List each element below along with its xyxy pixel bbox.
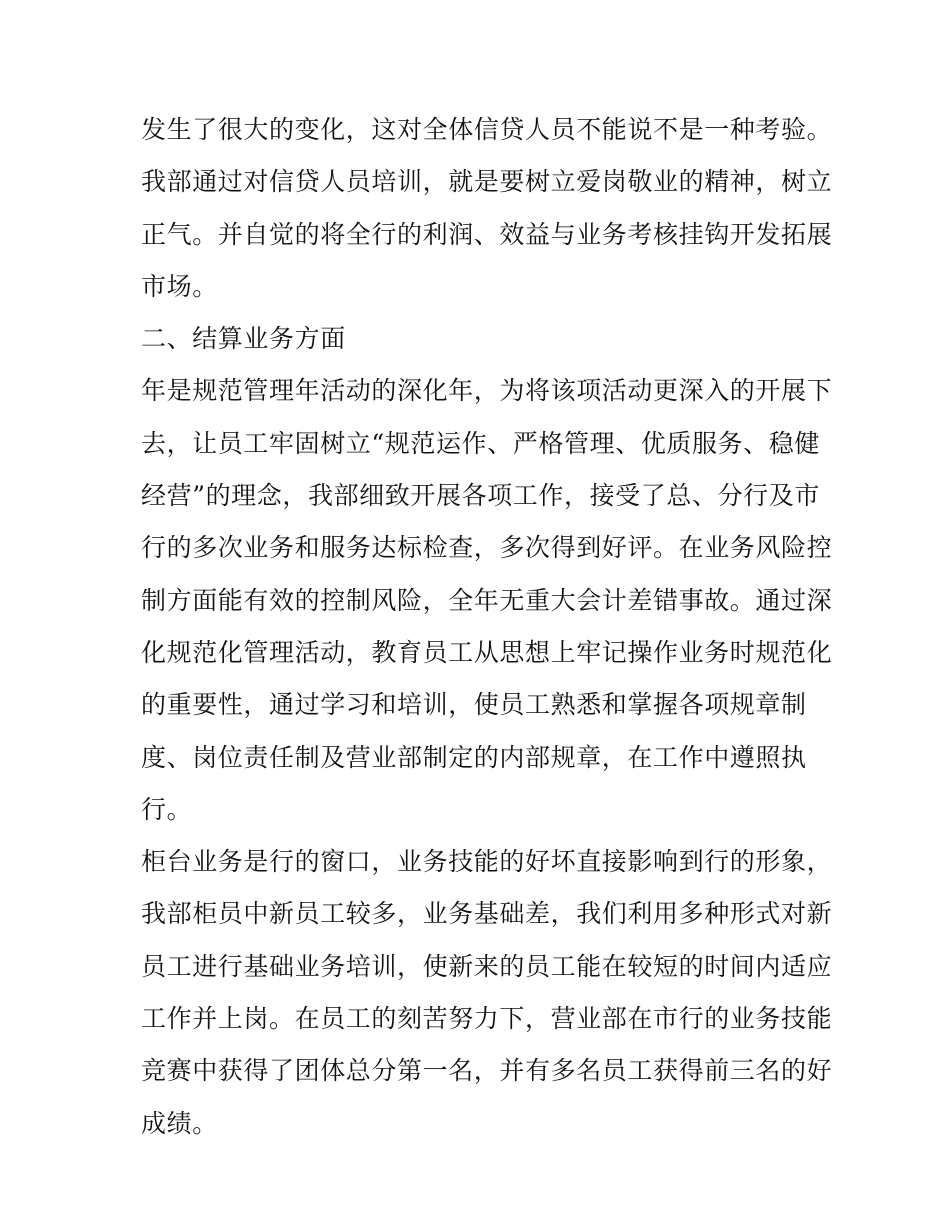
text-line: 的重要性，通过学习和培训，使员工熟悉和掌握各项规章制 [141,690,807,720]
text-line: 制方面能有效的控制风险，全年无重大会计差错事故。通过深 [141,585,833,615]
text-line: 年是规范管理年活动的深化年，为将该项活动更深入的开展下 [141,376,833,406]
text-line: 化规范化管理活动，教育员工从思想上牢记操作业务时规范化 [141,637,833,667]
text-line: 柜台业务是行的窗口，业务技能的好坏直接影响到行的形象， [141,847,833,877]
text-line: 行。 [141,794,193,824]
text-line: 工作并上岗。在员工的刻苦努力下，营业部在市行的业务技能 [141,1004,833,1034]
section-heading: 二、结算业务方面 [141,324,346,354]
text-line: 我部通过对信贷人员培训，就是要树立爱岗敬业的精神，树立 [141,167,833,197]
text-line: 员工进行基础业务培训，使新来的员工能在较短的时间内适应 [141,951,833,981]
text-line: 成绩。 [141,1108,218,1138]
document-body [141,104,833,1150]
text-line: 发生了很大的变化，这对全体信贷人员不能说不是一种考验。 [141,115,833,144]
text-line: 度、岗位责任制及营业部制定的内部规章，在工作中遵照执 [141,742,807,772]
text-line: 去，让员工牢固树立“规范运作、严格管理、优质服务、稳健 [141,428,820,458]
text-line: 行的多次业务和服务达标检查，多次得到好评。在业务风险控 [141,533,833,563]
text-line: 市场。 [141,271,218,301]
text-line: 经营”的理念，我部细致开展各项工作，接受了总、分行及市 [141,481,820,511]
text-line: 我部柜员中新员工较多，业务基础差，我们利用多种形式对新 [141,899,833,929]
text-line: 正气。并自觉的将全行的利润、效益与业务考核挂钩开发拓展 [141,219,833,249]
text-line: 竞赛中获得了团体总分第一名，并有多名员工获得前三名的好 [141,1056,833,1086]
